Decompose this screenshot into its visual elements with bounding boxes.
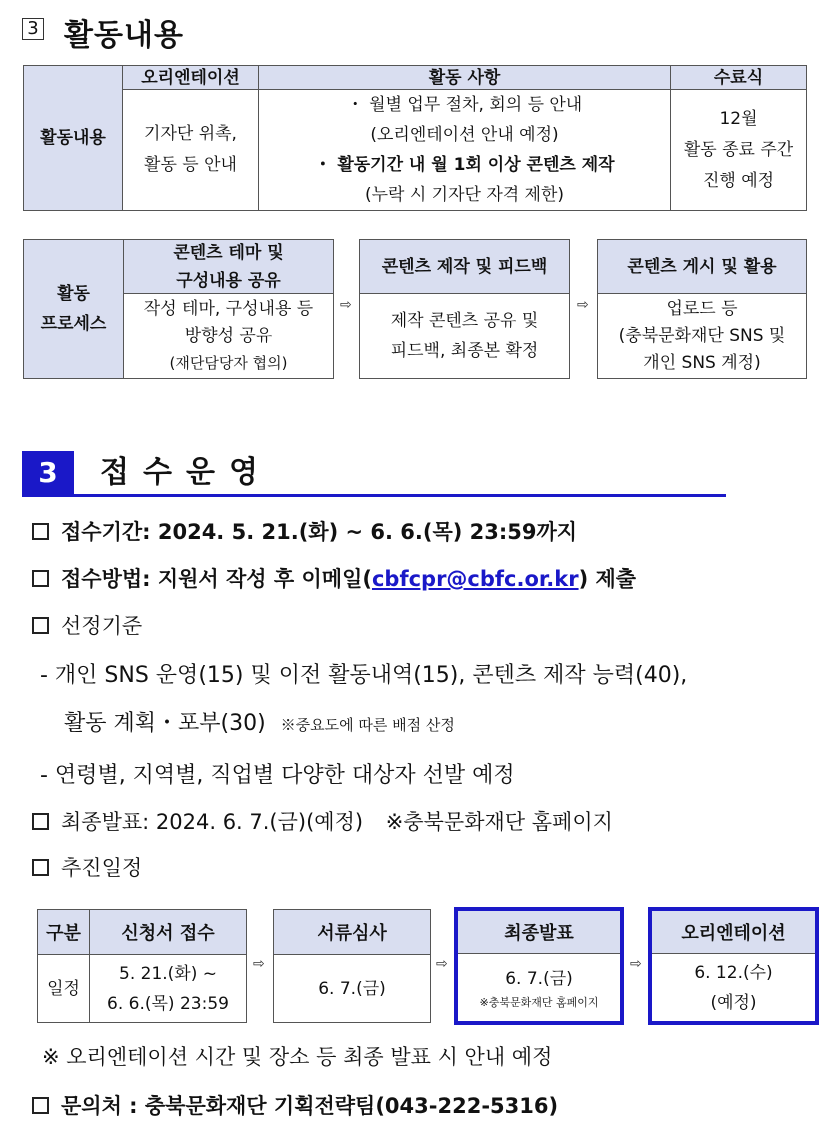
step-body-line: 피드백, 최종본 확정	[390, 341, 539, 361]
activity-line: (오리엔테이션 안내 예정)	[370, 125, 559, 145]
schedule-body-line: 5. 21.(화) ~	[119, 964, 217, 984]
process-step-1-head	[124, 240, 333, 294]
schedule-label: 추진일정	[61, 856, 143, 880]
period-value: 2024. 5. 21.(화) ~ 6. 6.(목) 23:59까지	[157, 520, 578, 544]
schedule-step-1	[37, 909, 247, 1023]
criteria-heading	[32, 610, 142, 640]
schedule-step-4-head: 오리엔테이션	[652, 911, 815, 954]
step-body-line: (충북문화재단 SNS 및	[618, 325, 786, 346]
criteria-line-3: - 연령별, 지역별, 직업별 다양한 대상자 선발 예정	[40, 763, 515, 788]
criteria-line-2	[64, 706, 455, 737]
method-line	[32, 563, 636, 593]
step-head-line: 콘텐츠 테마 및	[173, 242, 284, 263]
process-step-1-body	[124, 294, 333, 378]
step-body-line: (재단담당자 협의)	[169, 353, 288, 372]
method-prefix: 접수방법: 지원서 작성 후 이메일(	[61, 567, 372, 591]
arrow-right-icon: ⇨	[630, 956, 642, 972]
schedule-row-label: 일정	[47, 979, 80, 999]
process-label-line: 활동	[57, 284, 90, 304]
process-group-1	[23, 239, 334, 379]
schedule-body-line: 6. 6.(목) 23:59	[107, 994, 229, 1014]
graduation-line: 12월	[719, 108, 758, 129]
schedule-step-3-head: 최종발표	[458, 911, 620, 954]
process-label-line: 프로세스	[40, 314, 107, 334]
schedule-step-4-body	[652, 954, 815, 1022]
process-step-3-body	[598, 294, 806, 378]
col-header-activity: 활동 사항	[259, 66, 671, 90]
checkbox-icon	[32, 523, 49, 540]
process-step-2-body	[360, 294, 569, 378]
schedule-body-line: 6. 7.(금)	[505, 969, 573, 989]
orientation-line: 기자단 위촉,	[144, 124, 237, 144]
period-label: 접수기간:	[61, 520, 151, 544]
process-label	[24, 240, 124, 378]
activity-line: (누락 시 기자단 자격 제한)	[364, 185, 565, 205]
schedule-step-1-body	[90, 955, 246, 1023]
arrow-right-icon: ⇨	[253, 956, 265, 972]
process-step-2-head: 콘텐츠 제작 및 피드백	[360, 240, 569, 294]
period-line	[32, 516, 577, 546]
schedule-step-3	[454, 907, 624, 1025]
col-header-orientation: 오리엔테이션	[123, 66, 259, 90]
graduation-line: 진행 예정	[702, 170, 775, 191]
process-step-3-head: 콘텐츠 게시 및 활용	[598, 240, 806, 294]
criteria-note: ※중요도에 따른 배점 산정	[280, 716, 455, 734]
final-line	[32, 806, 613, 836]
orientation-cell	[123, 90, 259, 211]
schedule-row-head: 구분	[38, 910, 89, 955]
orientation-note: ※ 오리엔테이션 시간 및 장소 등 최종 발표 시 안내 예정	[42, 1045, 553, 1069]
arrow-right-icon: ⇨	[436, 956, 448, 972]
schedule-step-1-head: 신청서 접수	[90, 910, 246, 955]
section-number-badge: 3	[22, 451, 74, 495]
section-underline	[22, 494, 726, 497]
final-note: ※충북문화재단 홈페이지	[385, 810, 613, 834]
step-body-line: 방향성 공유	[184, 325, 273, 346]
checkbox-icon	[32, 859, 49, 876]
criteria-text: 활동 계획・포부(30)	[64, 711, 266, 736]
process-step-2	[359, 239, 570, 379]
schedule-heading	[32, 852, 142, 882]
schedule-step-2-head: 서류심사	[274, 910, 430, 955]
checkbox-icon	[32, 813, 49, 830]
graduation-cell	[671, 90, 807, 211]
activity-cell	[259, 90, 671, 211]
checkbox-icon	[32, 1097, 49, 1114]
step-body-line: 개인 SNS 계정)	[643, 352, 761, 373]
arrow-right-icon: ⇨	[340, 297, 352, 313]
contact-line	[32, 1090, 558, 1120]
schedule-step-4	[648, 907, 819, 1025]
schedule-body-line: (예정)	[710, 993, 757, 1013]
schedule-step-2-body: 6. 7.(금)	[318, 979, 386, 999]
criteria-line-1: - 개인 SNS 운영(15) 및 이전 활동내역(15), 콘텐츠 제작 능력(40),	[40, 663, 688, 688]
section-number-box: 3	[22, 18, 44, 40]
activity-line: ・ 활동기간 내 월 1회 이상 콘텐츠 제작	[314, 155, 615, 175]
schedule-step-2	[273, 909, 431, 1023]
schedule-body-line: 6. 12.(수)	[694, 963, 773, 983]
col-header-graduation: 수료식	[671, 66, 807, 90]
email-link[interactable]: cbfcpr@cbfc.or.kr	[371, 567, 579, 591]
process-step-3	[597, 239, 807, 379]
section-title: 활동내용	[64, 18, 184, 53]
graduation-line: 활동 종료 주간	[683, 139, 794, 160]
activity-table	[23, 65, 807, 211]
arrow-right-icon: ⇨	[577, 297, 589, 313]
orientation-line: 활동 등 안내	[144, 155, 237, 175]
step-body-line: 업로드 등	[666, 298, 738, 319]
checkbox-icon	[32, 570, 49, 587]
schedule-note: ※충북문화재단 홈페이지	[479, 996, 599, 1009]
activity-row-label: 활동내용	[24, 66, 123, 211]
step-body-line: 제작 콘텐츠 공유 및	[390, 311, 539, 331]
step-body-line: 작성 테마, 구성내용 등	[143, 298, 314, 319]
criteria-label: 선정기준	[61, 614, 143, 638]
schedule-step-3-body	[458, 954, 620, 1022]
checkbox-icon	[32, 617, 49, 634]
method-suffix: ) 제출	[578, 567, 637, 591]
contact-text: 문의처 : 충북문화재단 기획전략팀(043-222-5316)	[61, 1094, 559, 1118]
step-head-line: 구성내용 공유	[176, 270, 281, 291]
final-label: 최종발표: 2024. 6. 7.(금)(예정)	[61, 810, 364, 834]
section-title: 접수운영	[100, 455, 272, 490]
activity-line: ・ 월별 업무 절차, 회의 등 안내	[346, 95, 583, 115]
